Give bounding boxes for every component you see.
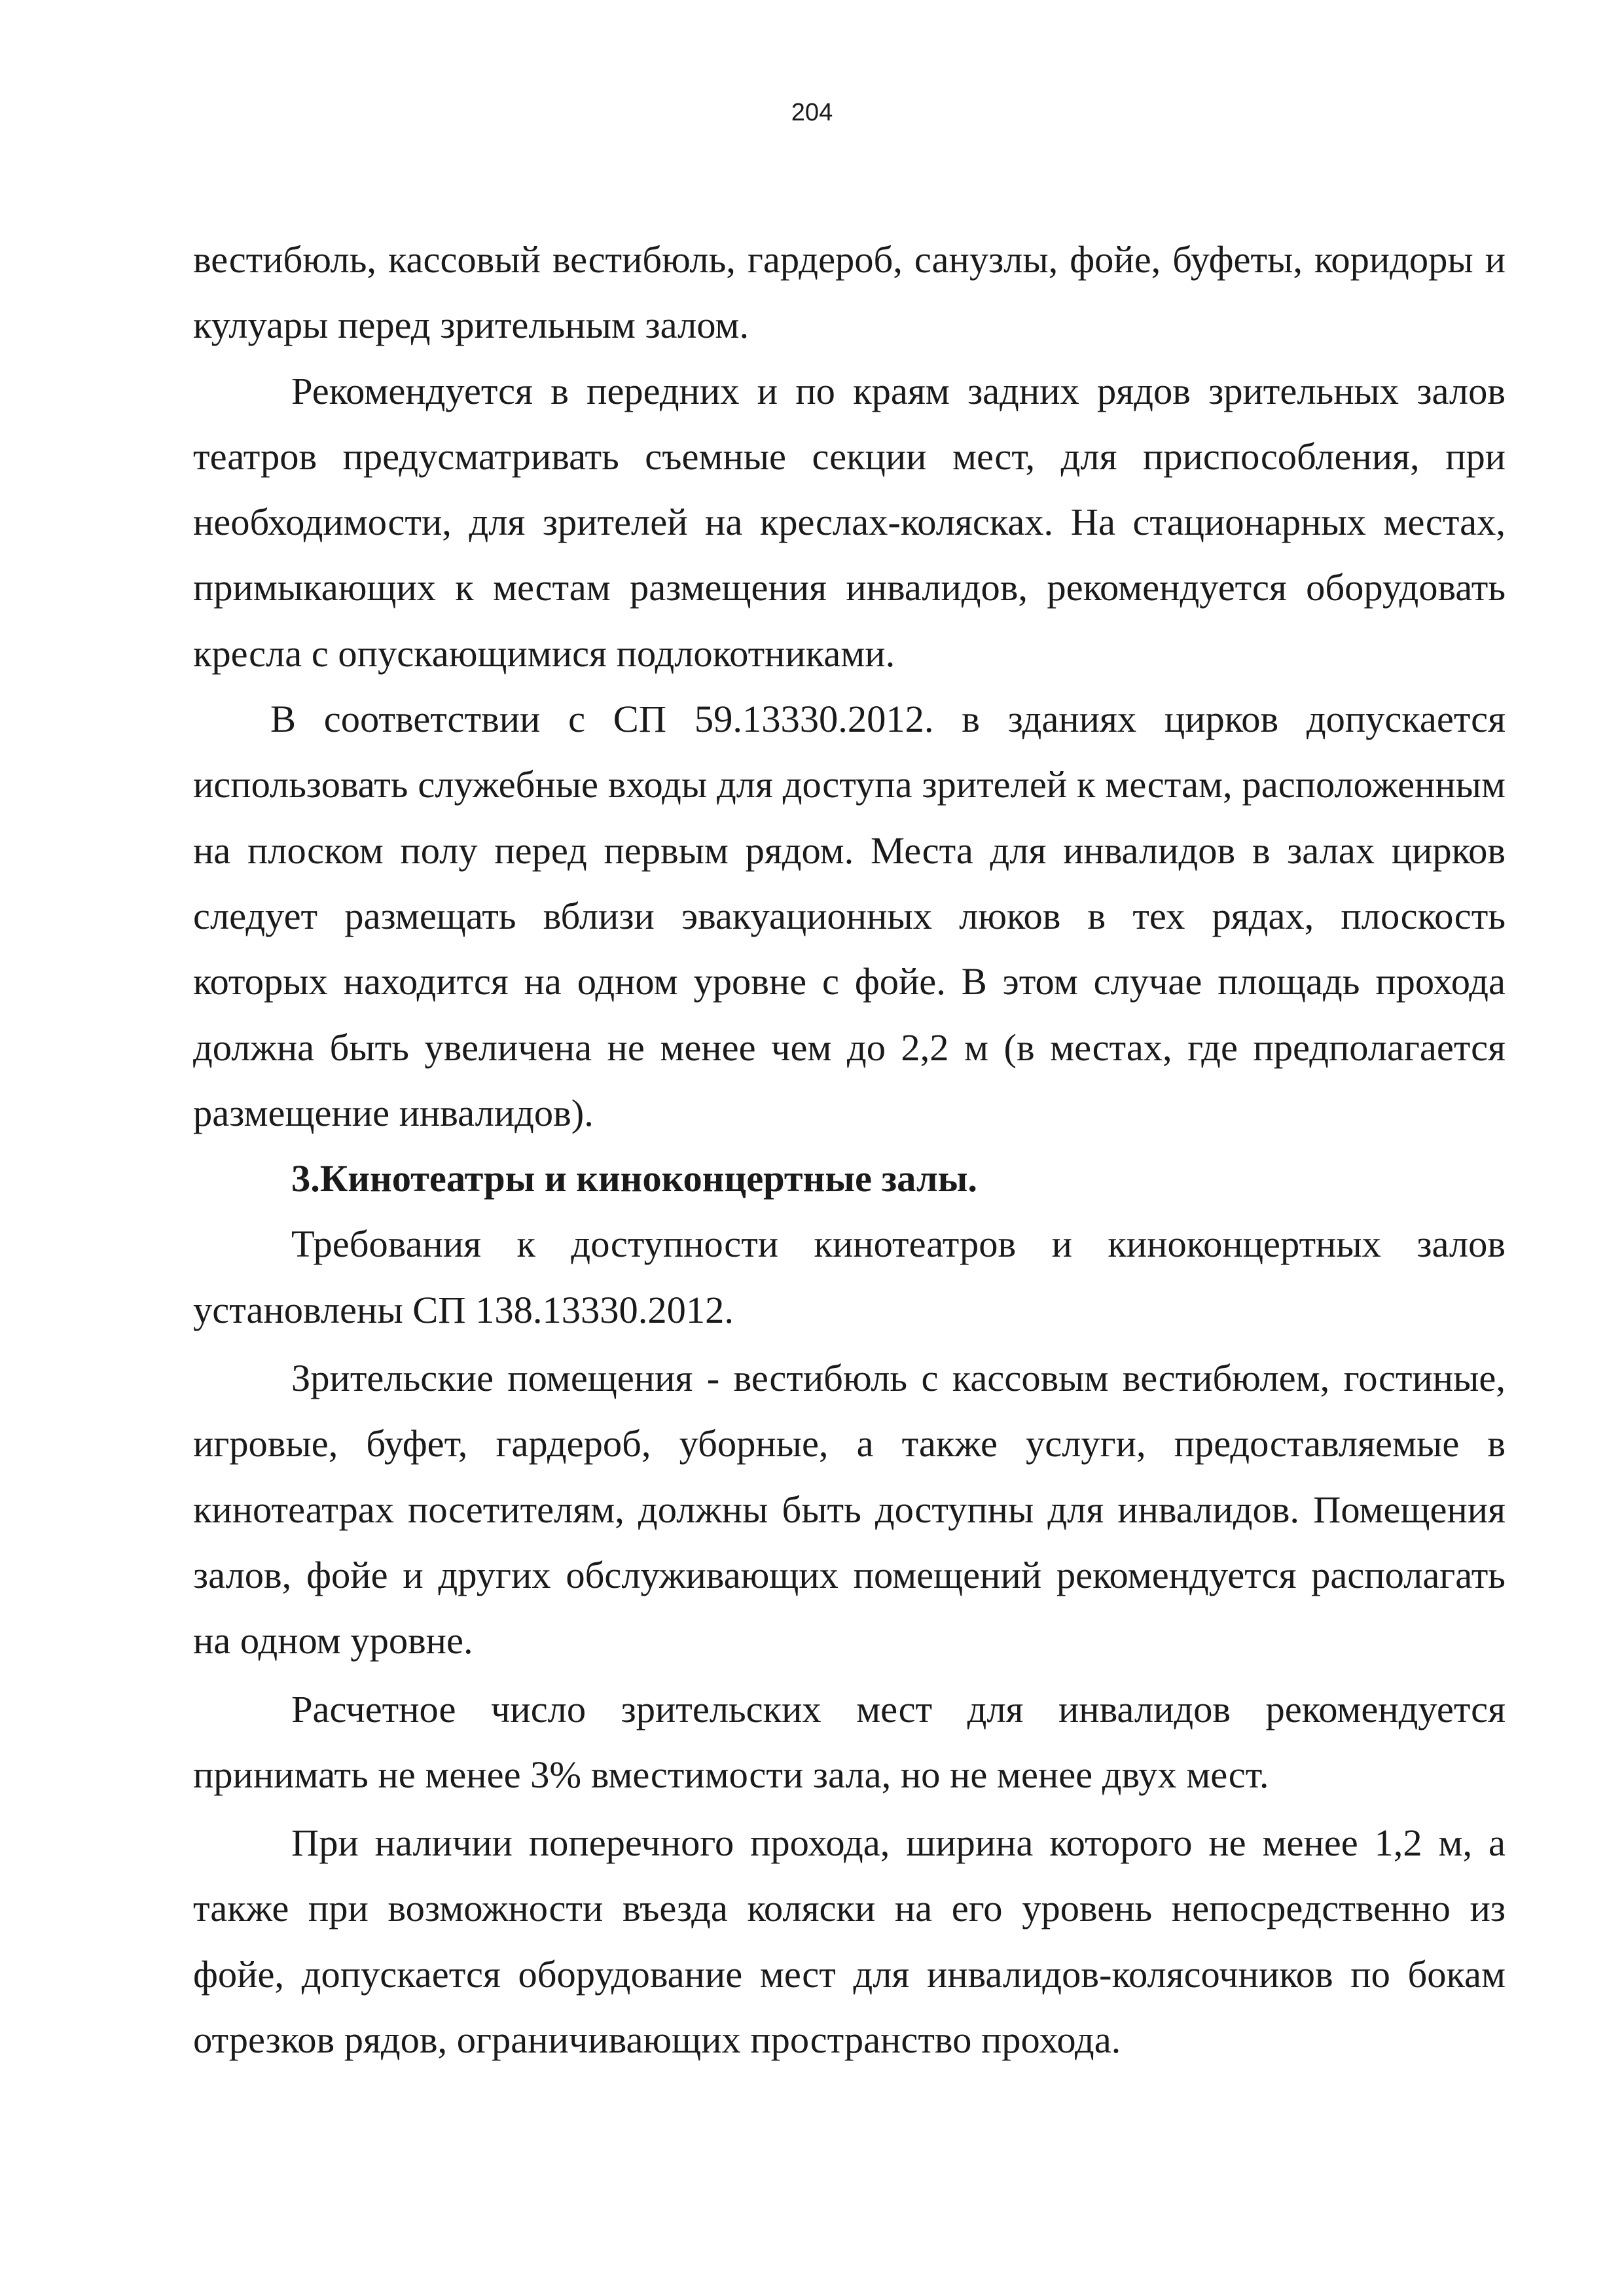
page-number: 204	[791, 99, 833, 126]
paragraph-theatre-seats: Рекомендуется в передних и по краям задних рядов зрительных залов театров предусматривать съемные секции мест, для приспособления, при необходимости, для зрителей на креслах-колясках. На стационарных местах, примыкающих к местам размещения инвалидов, рекомендуется оборудовать кресла с опускающимися подлокотниками.	[193, 369, 1506, 675]
document-body	[193, 227, 1506, 2073]
paragraph-seat-count: Расчетное число зрительских мест для инвалидов рекомендуется принимать не менее 3% вместимости зала, но не менее двух мест.	[193, 1687, 1506, 1796]
paragraph-requirements: Требования к доступности кинотеатров и киноконцертных залов установлены СП 138.13330.2012.	[193, 1223, 1506, 1331]
paragraph-passage: При наличии поперечного прохода, ширина которого не менее 1,2 м, а также при возможности въезда коляски на его уровень непосредственно из фойе, допускается оборудование мест для инвалидов-колясочников по бокам отрезков рядов, ограничивающих пространство прохода.	[193, 1821, 1506, 2062]
section-heading-cinemas: 3.Кинотеатры и киноконцертные залы.	[291, 1157, 978, 1200]
paragraph-circus: В соответствии с СП 59.13330.2012. в зданиях цирков допускается использовать служебные входы для доступа зрителей к местам, расположенным на плоском полу перед первым рядом. Места для инвалидов в залах цирков следует размещать вблизи эвакуационных люков в тех рядах, плоскость которых находится на одном уровне с фойе. В этом случае площадь прохода должна быть увеличена не менее чем до 2,2 м (в местах, где предполагается размещение инвалидов).	[193, 698, 1506, 1134]
paragraph-spectator-rooms: Зрительские помещения - вестибюль с кассовым вестибюлем, гостиные, игровые, буфет, гардероб, уборные, а также услуги, предоставляемые в кинотеатрах посетителям, должны быть доступны для инвалидов. Помещения залов, фойе и других обслуживающих помещений рекомендуется располагать на одном уровне.	[193, 1357, 1506, 1662]
paragraph-continuation: вестибюль, кассовый вестибюль, гардероб, санузлы, фойе, буфеты, коридоры и кулуары перед зрительным залом.	[193, 238, 1506, 347]
